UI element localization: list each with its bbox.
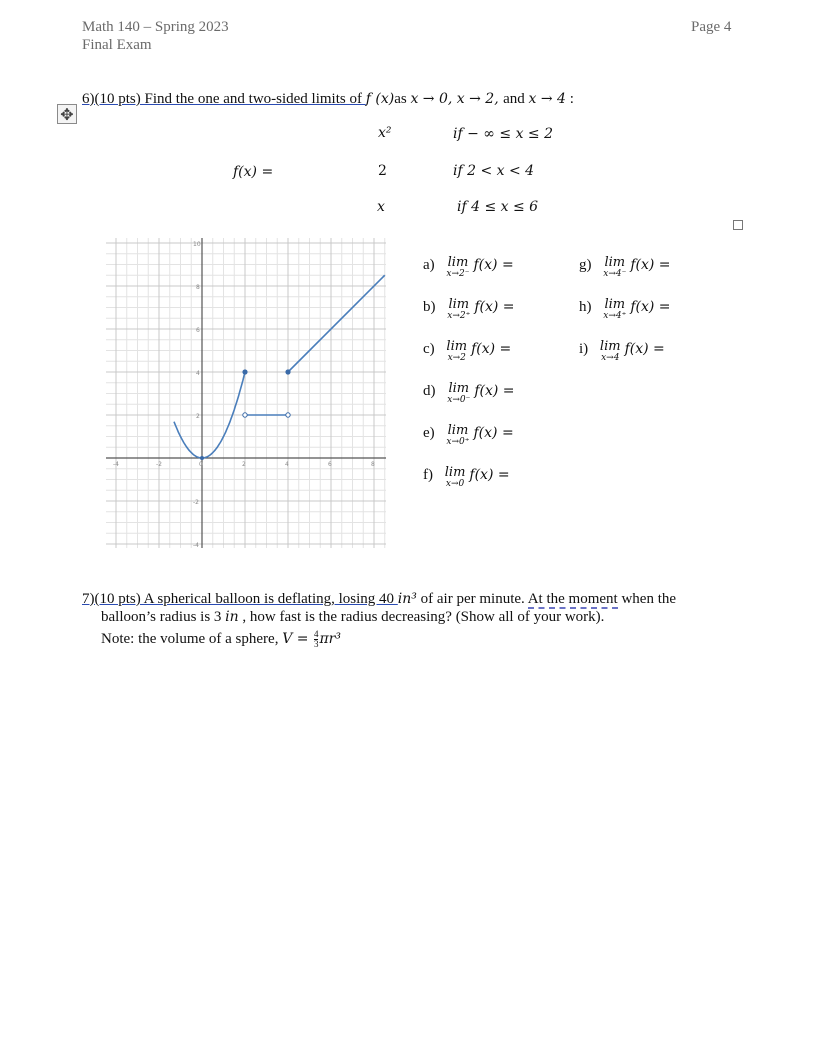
- x-tick-label: -2: [156, 461, 162, 468]
- lim-expression: f(x) =: [630, 299, 671, 315]
- piece-expr-3: x: [377, 199, 385, 215]
- x-tick-label: 0: [199, 461, 203, 468]
- open-dot: [243, 413, 247, 417]
- lim-word: lim: [604, 255, 626, 270]
- y-tick-label: 4: [196, 370, 200, 377]
- vertex-dot: [200, 456, 204, 460]
- lim-subscript: x→0: [445, 479, 465, 489]
- q6-and: and: [503, 91, 529, 107]
- q6-colon: :: [565, 91, 574, 107]
- limit-d-operator: [447, 382, 470, 404]
- open-dot: [286, 413, 290, 417]
- limit-f-operator: [445, 466, 466, 488]
- move-handle-icon[interactable]: ✥: [57, 104, 77, 124]
- q7-line3: [101, 630, 341, 649]
- piece-expr-2: 2: [378, 163, 387, 179]
- lim-subscript: x→2⁺: [447, 311, 471, 321]
- q6-prompt: [82, 90, 574, 109]
- lim-subscript: x→2: [447, 353, 466, 363]
- q7-formula-v: V =: [282, 631, 313, 647]
- x-tick-label: 6: [328, 461, 332, 468]
- limit-i-operator: [600, 340, 621, 362]
- y-tick-label: 2: [196, 413, 200, 420]
- linear-piece: [288, 275, 385, 372]
- y-tick-label: 6: [196, 327, 200, 334]
- q7-text-4: balloon’s radius is 3: [101, 609, 226, 625]
- closed-dot: [242, 369, 247, 374]
- q7-text-1: (10 pts) A spherical balloon is deflating, losing 40: [94, 591, 398, 607]
- page-number: Page 4: [691, 19, 732, 35]
- q7-fraction: [314, 630, 319, 649]
- x-tick-label: -4: [113, 461, 119, 468]
- x-tick-label: 2: [242, 461, 246, 468]
- q7-formula-tail: πr³: [319, 631, 341, 647]
- lim-word: lim: [447, 423, 469, 438]
- limit-c-label: c): [423, 341, 435, 357]
- lim-expression: f(x) =: [473, 257, 514, 273]
- limit-c: [423, 341, 511, 363]
- lim-word: lim: [448, 297, 470, 312]
- limit-f-label: f): [423, 467, 433, 483]
- q7-line2: [101, 608, 604, 627]
- piece-cond-1: if − ∞ ≤ x ≤ 2: [453, 126, 554, 142]
- q6-prompt-text: (10 pts) Find the one and two-sided limits of: [94, 91, 366, 107]
- limit-b-operator: [447, 298, 470, 320]
- q7-frac-den: 3: [313, 639, 319, 650]
- limit-h-operator: [603, 298, 626, 320]
- exam-title: Final Exam: [82, 37, 152, 53]
- lim-subscript: x→4: [601, 353, 620, 363]
- limit-a: [423, 257, 514, 279]
- limit-e-operator: [446, 424, 469, 446]
- limit-e-label: e): [423, 425, 435, 441]
- lim-subscript: x→0⁻: [447, 395, 471, 405]
- y-tick-label: -2: [193, 499, 199, 506]
- q7-line1: [82, 590, 676, 609]
- q6-cond-last: x → 4: [528, 91, 566, 107]
- piece-cond-3: if 4 ≤ x ≤ 6: [457, 199, 539, 215]
- limit-a-label: a): [423, 257, 435, 273]
- piece-expr-1: x²: [378, 125, 392, 141]
- lim-subscript: x→4⁺: [603, 311, 627, 321]
- q6-number: 6): [82, 91, 95, 107]
- piece-cond-2: if 2 < x < 4: [453, 163, 535, 179]
- func-label: f(x) =: [233, 164, 274, 180]
- lim-word: lim: [599, 339, 621, 354]
- limit-d: [423, 383, 515, 405]
- limit-h-label: h): [579, 299, 592, 315]
- lim-expression: f(x) =: [471, 341, 512, 357]
- limit-e: [423, 425, 514, 447]
- limit-g-label: g): [579, 257, 592, 273]
- q7-number: 7): [82, 591, 95, 607]
- function-graph: [106, 238, 386, 548]
- q7-text-5: , how fast is the radius decreasing? (Show all of your work).: [238, 609, 605, 625]
- lim-word: lim: [447, 255, 469, 270]
- q7-text-3: when the: [617, 591, 677, 607]
- limit-d-label: d): [423, 383, 436, 399]
- q6-fx: f (x): [365, 91, 395, 107]
- x-tick-label: 8: [371, 461, 375, 468]
- y-tick-label: 10: [193, 241, 201, 248]
- lim-expression: f(x) =: [473, 425, 514, 441]
- limit-g: [579, 257, 671, 279]
- lim-subscript: x→2⁻: [446, 269, 470, 279]
- lim-expression: f(x) =: [469, 467, 510, 483]
- limit-f: [423, 467, 510, 489]
- lim-word: lim: [448, 381, 470, 396]
- q7-grammar-flag[interactable]: At the moment: [527, 591, 618, 607]
- limit-g-operator: [603, 256, 626, 278]
- q7-frac-num: 4: [313, 629, 319, 640]
- lim-subscript: x→0⁺: [446, 437, 470, 447]
- lim-expression: f(x) =: [630, 257, 671, 273]
- lim-word: lim: [444, 465, 466, 480]
- lim-word: lim: [604, 297, 626, 312]
- limit-c-operator: [446, 340, 467, 362]
- lim-subscript: x→4⁻: [603, 269, 627, 279]
- q7-text-2: of air per minute.: [416, 591, 528, 607]
- lim-word: lim: [446, 339, 468, 354]
- limit-b-label: b): [423, 299, 436, 315]
- limit-a-operator: [446, 256, 469, 278]
- q6-prompt-as: as: [394, 91, 411, 107]
- y-tick-label: -4: [193, 542, 199, 548]
- checkbox-icon[interactable]: [733, 220, 743, 230]
- limit-i: [579, 341, 665, 363]
- limit-h: [579, 299, 671, 321]
- lim-expression: f(x) =: [474, 299, 515, 315]
- closed-dot: [285, 369, 290, 374]
- x-tick-label: 4: [285, 461, 289, 468]
- q6-conds: x → 0, x → 2,: [410, 91, 504, 107]
- q7-unit-in3: in³: [397, 591, 417, 607]
- lim-expression: f(x) =: [624, 341, 665, 357]
- limit-b: [423, 299, 515, 321]
- q7-unit-in: in: [225, 609, 239, 625]
- limit-i-label: i): [579, 341, 589, 357]
- course-title: Math 140 – Spring 2023: [82, 19, 229, 35]
- y-tick-label: 8: [196, 284, 200, 291]
- lim-expression: f(x) =: [474, 383, 515, 399]
- q7-note: Note: the volume of a sphere,: [101, 631, 283, 647]
